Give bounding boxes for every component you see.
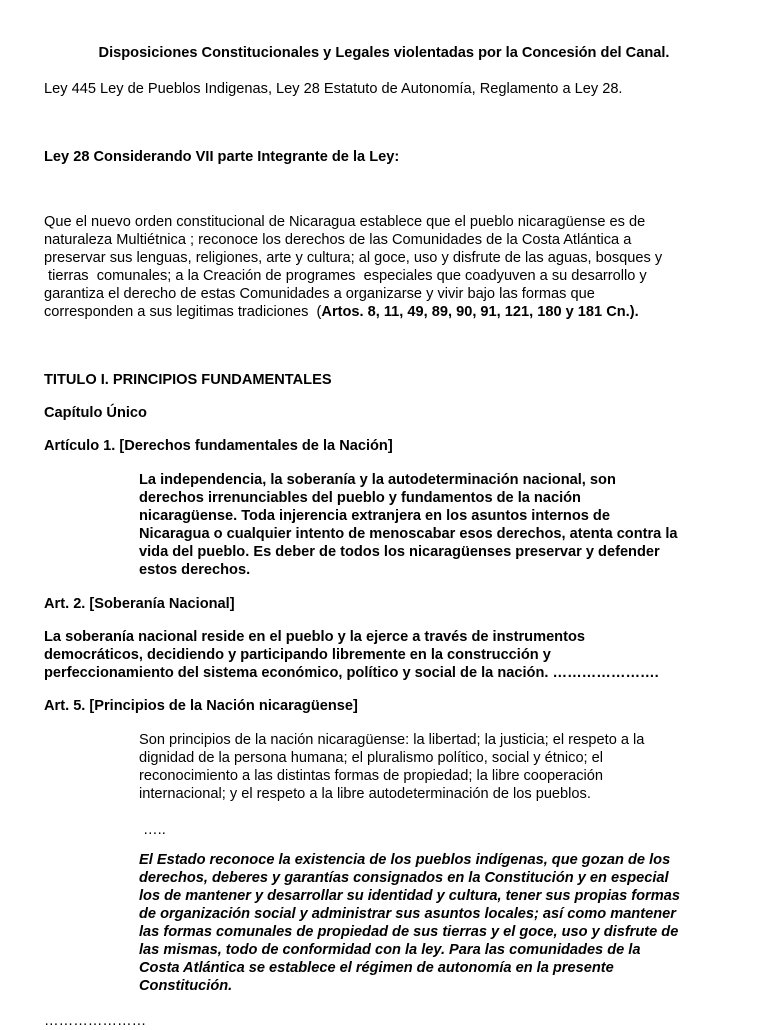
art1-line: nicaragüense. Toda injerencia extranjera en los asuntos internos de [139,508,610,524]
document-title: Disposiciones Constitucionales y Legales violentadas por la Concesión del Canal. [98,45,670,61]
art2-paragraph [44,628,659,682]
art1-heading: Artículo 1. [Derechos fundamentales de la Nación] [44,438,393,454]
art5-italic-line: las formas comunales de propiedad de sus tierras y el goce, uso y disfrute de [139,924,679,940]
considerando-line: naturaleza Multiétnica ; reconoce los derechos de las Comunidades de la Costa Atlántica a [44,232,632,248]
considerando-last-line [44,303,662,321]
articles-reference: Artos. 8, 11, 49, 89, 90, 91, 121, 180 y 181 Cn.). [321,304,639,320]
art5-line: dignidad de la persona humana; el pluralismo político, social y étnico; el [139,750,604,766]
considerando-line: garantiza el derecho de estas Comunidades a organizarse y vivir bajo las formas que [44,286,595,302]
art2-line: democráticos, decidiendo y participando libremente en la construcción y [44,647,551,663]
art5-italic-line: derechos, deberes y garantías consignados en la Constitución y en especial [139,870,669,886]
ley28-heading: Ley 28 Considerando VII parte Integrante de la Ley: [44,149,400,165]
art1-line: derechos irrenunciables del pueblo y fundamentos de la nación [139,490,581,506]
art5-line: Son principios de la nación nicaragüense: la libertad; la justicia; el respeto a la [139,732,645,748]
art5-italic-line: El Estado reconoce la existencia de los pueblos indígenas, que gozan de los [139,852,671,868]
art5-line: reconocimiento a las distintas formas de propiedad; la libre cooperación [139,768,604,784]
art5-italic-line: Constitución. [139,978,233,994]
considerando-line: Que el nuevo orden constitucional de Nicaragua establece que el pueblo nicaragüense es de [44,214,646,230]
considerando-line: preservar sus lenguas, religiones, arte y cultura; al goce, uso y disfrute de las aguas, bosques y [44,250,663,266]
art2-line: La soberanía nacional reside en el pueblo y la ejerce a través de instrumentos [44,629,585,645]
art5-italic-line: de organización social y administrar sus asuntos locales; así como mantener [139,906,676,922]
art5-ellipsis: ….. [139,822,166,838]
art5-line: internacional; y el respeto a la libre autodeterminación de los pueblos. [139,786,591,802]
art1-line: Nicaragua o cualquier intento de menoscabar esos derechos, atenta contra la [139,526,678,542]
art5-italic-line: Costa Atlántica se establece el régimen de autonomía en la presente [139,960,614,976]
considerando-paragraph [44,213,662,321]
art5-italic-paragraph [139,851,680,995]
art2-heading: Art. 2. [Soberanía Nacional] [44,596,235,612]
laws-line: Ley 445 Ley de Pueblos Indigenas, Ley 28 Estatuto de Autonomía, Reglamento a Ley 28. [44,81,623,97]
art1-line: vida del pueblo. Es deber de todos los nicaragüenses preservar y defender [139,544,660,560]
considerando-line: corresponden a sus legitimas tradiciones ( [44,304,322,320]
art1-paragraph [139,471,678,579]
art1-line: La independencia, la soberanía y la autodeterminación nacional, son [139,472,616,488]
art5-italic-line: las mismas, todo de conformidad con la ley. Para las comunidades de la [139,942,641,958]
art5-paragraph [139,731,644,803]
considerando-line: tierras comunales; a la Creación de programes especiales que coadyuven a su desarrollo y [44,268,647,284]
art2-line: perfeccionamiento del sistema económico, político y social de la nación. …………………. [44,665,659,681]
art1-line: estos derechos. [139,562,251,578]
art5-italic-line: los de mantener y desarrollar su identidad y cultura, tener sus propias formas [139,888,680,904]
trailing-dots: ………………… [44,1013,147,1029]
titulo-heading: TITULO I. PRINCIPIOS FUNDAMENTALES [44,372,332,388]
art5-heading: Art. 5. [Principios de la Nación nicaragüense] [44,698,358,714]
capitulo-heading: Capítulo Único [44,405,147,421]
